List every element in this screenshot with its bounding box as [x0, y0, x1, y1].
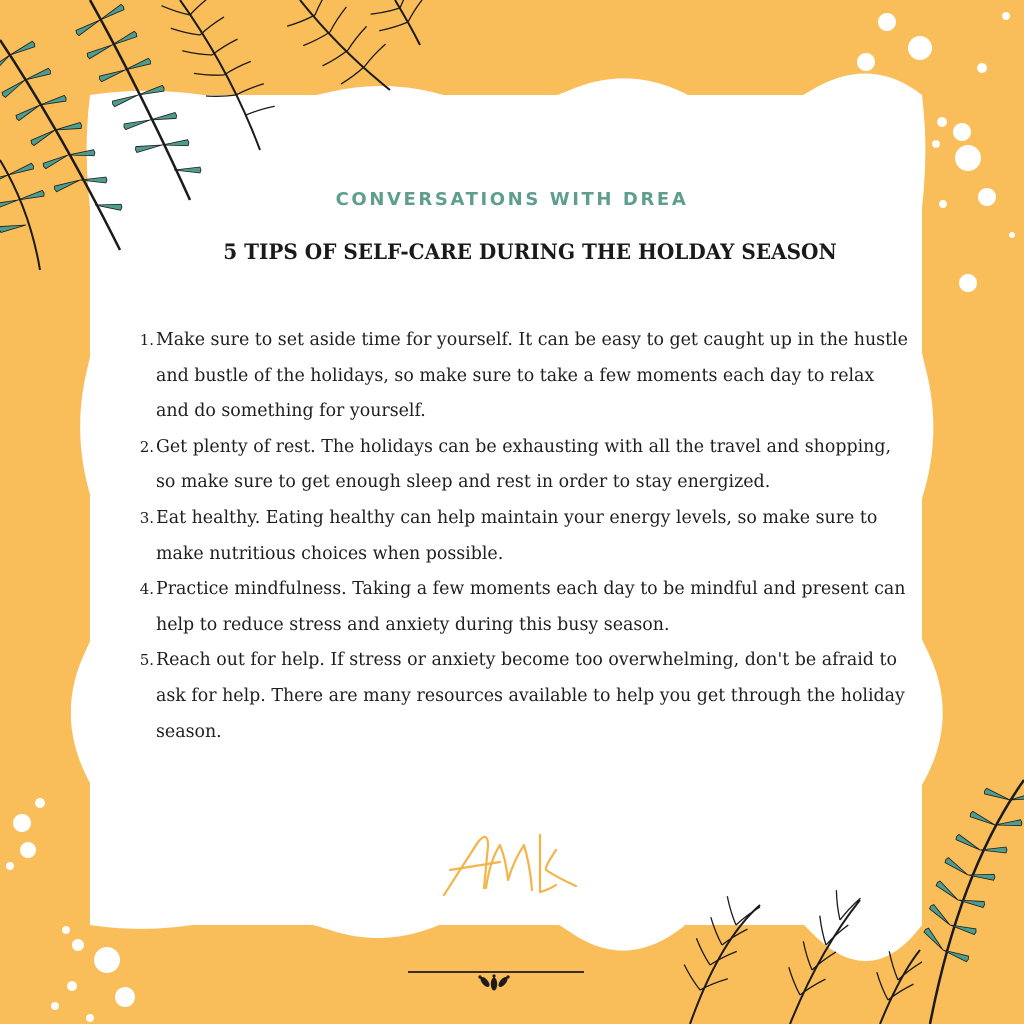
list-item [118, 572, 908, 643]
list-number: 3. [139, 508, 154, 527]
list-text: Make sure to set aside time for yourself. It can be easy to get caught up in the hustle and bustle of the holidays, so make sure to take a few moments each day to relax and do something for yourself. [156, 330, 908, 422]
list-item [118, 501, 908, 572]
list-number: 4. [139, 580, 154, 599]
list-item [118, 643, 908, 750]
page-title: 5 TIPS OF SELF-CARE DURING THE HOLDAY SEASON [223, 240, 837, 265]
signature-logo [444, 835, 576, 895]
list-text: Get plenty of rest. The holidays can be exhausting with all the travel and shopping, so make sure to get enough sleep and rest in order to stay energized. [156, 436, 892, 493]
list-number: 2. [139, 437, 154, 456]
list-text: Reach out for help. If stress or anxiety become too overwhelming, don't be afraid to ask for help. There are many resources available to help you get through the holiday season. [156, 650, 905, 742]
list-number: 1. [139, 331, 154, 349]
list-number: 5. [139, 651, 154, 670]
pine-branch-icon [161, 0, 425, 150]
list-text: Eat healthy. Eating healthy can help maintain your energy levels, so make sure to make nutritious choices when possible. [156, 507, 878, 564]
tips-list [118, 323, 908, 750]
list-item [118, 430, 908, 501]
list-text: Practice mindfulness. Taking a few moments each day to be mindful and present can help to reduce stress and anxiety during this busy season. [156, 579, 906, 635]
list-item [118, 323, 908, 430]
subtitle: CONVERSATIONS WITH DREA [335, 189, 689, 210]
flower-divider-icon [408, 972, 584, 991]
